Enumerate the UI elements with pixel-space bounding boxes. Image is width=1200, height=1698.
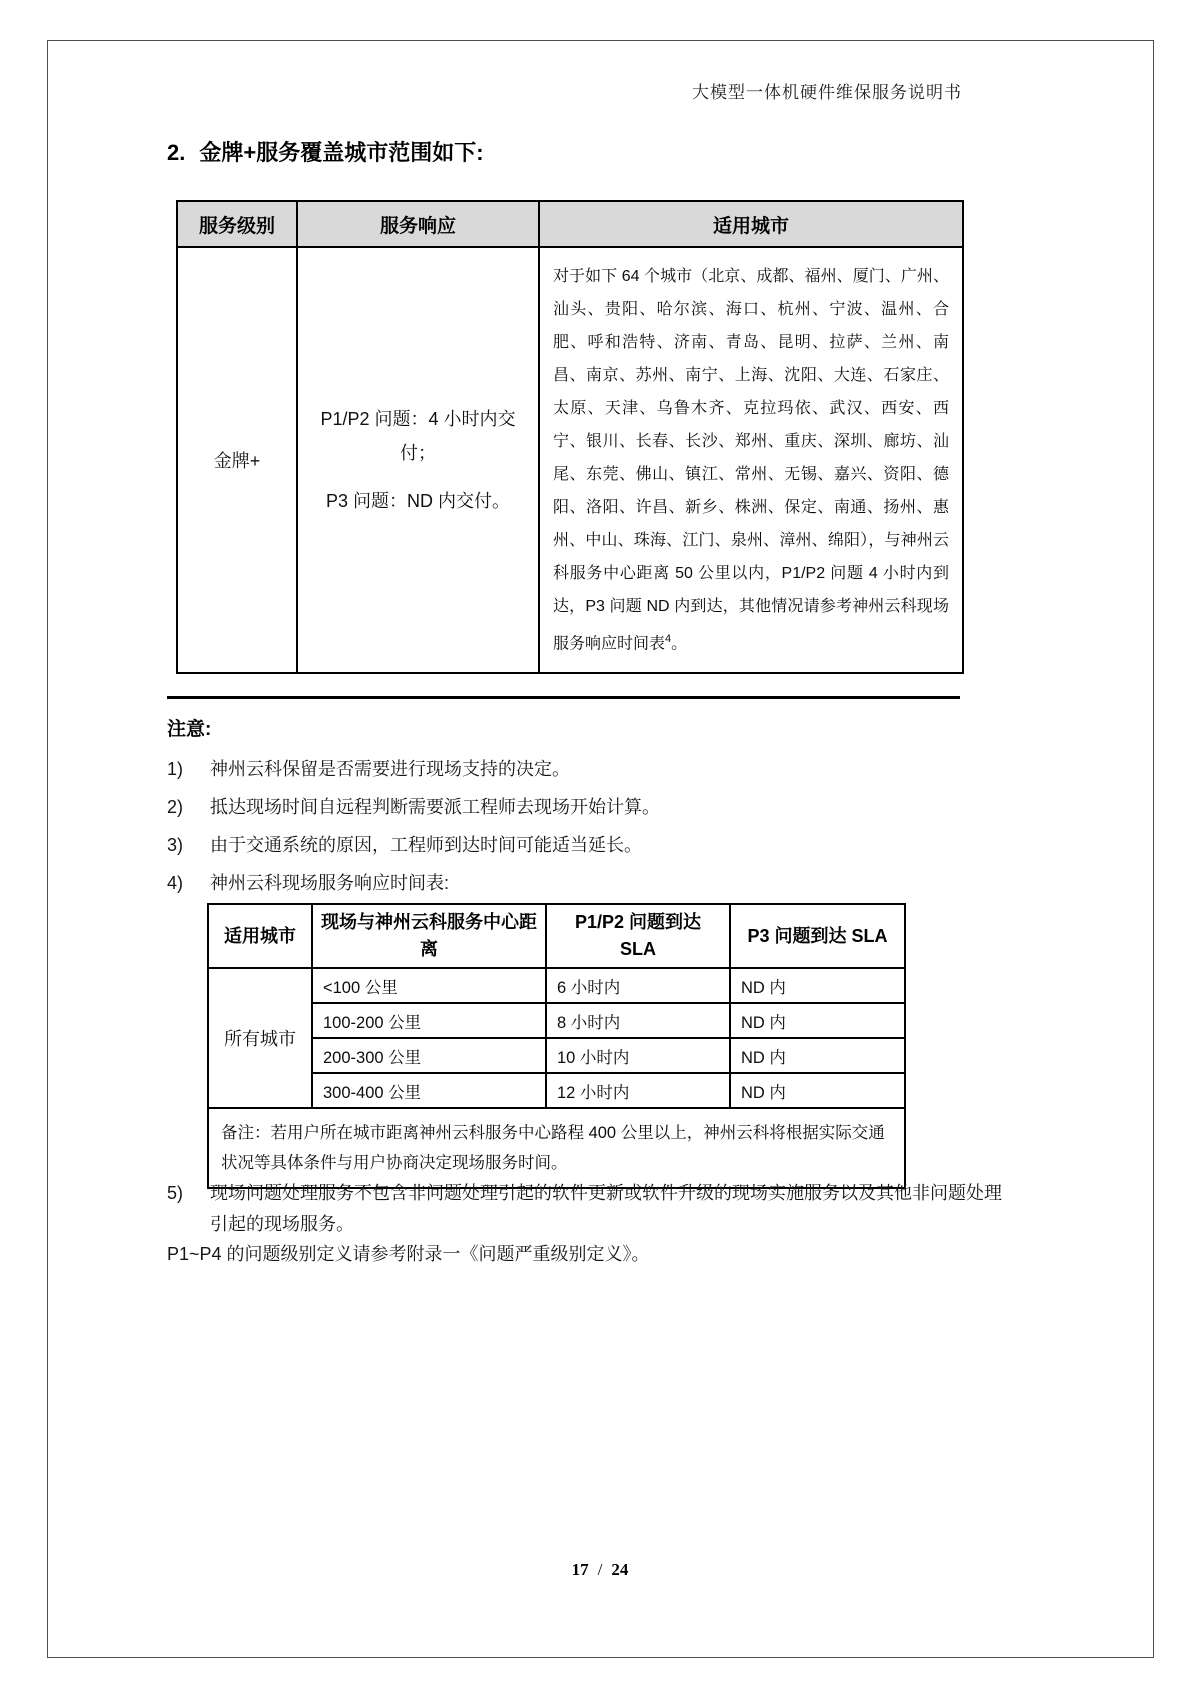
section-number: 2. xyxy=(167,140,186,165)
service-table-header-row xyxy=(177,201,963,247)
section-heading xyxy=(167,136,484,167)
service-coverage-table xyxy=(176,200,964,674)
note-item-2 xyxy=(167,793,660,819)
footer-separator: / xyxy=(597,1560,603,1579)
response-p12-line: P1/P2 问题：4 小时内交付； xyxy=(320,409,516,464)
note-item-3-number: 3) xyxy=(167,835,184,855)
sla-table-row xyxy=(208,968,905,1003)
page-footer xyxy=(0,1560,1200,1580)
service-table-row xyxy=(177,247,963,673)
note-item-1 xyxy=(167,755,570,781)
cities-paragraph: 对于如下 64 个城市（北京、成都、福州、厦门、广州、汕头、贵阳、哈尔滨、海口、杭州、宁波、温州、合肥、呼和浩特、济南、青岛、昆明、拉萨、兰州、南昌、南京、苏州、南宁、上海、沈阳、大连、石家庄、太原、天津、乌鲁木齐、克拉玛依、武汉、西安、西宁、银川、长春、长沙、郑州、重庆、深圳、廊坊、汕尾、东莞、佛山、镇江、常州、无锡、嘉兴、资阳、德阳、洛阳、许昌、新乡、株洲、保定、南通、扬州、惠州、中山、珠海、江门、泉州、漳州、绵阳），与神州云科服务中心距离 50 公里以内，P1/P2 问题 4 小时内到达，P3 问题 ND 内到达，其他情况请参考神州云科现场服务响应时间表 xyxy=(553,268,949,653)
sla-table-row xyxy=(208,1003,905,1038)
footer-current-page: 17 xyxy=(571,1560,589,1579)
note-item-3-text: 由于交通系统的原因，工程师到达时间可能适当延长。 xyxy=(210,835,642,855)
distance-cell: 300-400 公里 xyxy=(312,1073,546,1108)
notes-label: 注意: xyxy=(167,719,212,740)
col-header-distance: 现场与神州云科服务中心距离 xyxy=(312,904,546,968)
note-item-5 xyxy=(167,1178,1047,1240)
p12-sla-cell: 8 小时内 xyxy=(546,1003,730,1038)
note-item-4-number: 4) xyxy=(167,873,184,893)
col-header-service-response: 服务响应 xyxy=(297,201,539,247)
footnote-reference: 4 xyxy=(665,633,672,645)
note-item-1-number: 1) xyxy=(167,759,184,779)
closing-note: P1~P4 的问题级别定义请参考附录一《问题严重级别定义》。 xyxy=(167,1244,650,1264)
cities-paragraph-period: 。 xyxy=(671,635,688,653)
sla-table-row xyxy=(208,1038,905,1073)
response-time-table xyxy=(207,903,906,1189)
distance-cell: <100 公里 xyxy=(312,968,546,1003)
note-item-2-number: 2) xyxy=(167,797,184,817)
sla-table-remark-row xyxy=(208,1108,905,1188)
note-item-1-text: 神州云科保留是否需要进行现场支持的决定。 xyxy=(210,759,570,779)
p12-sla-cell: 10 小时内 xyxy=(546,1038,730,1073)
remark-cell: 备注：若用户所在城市距离神州云科服务中心路程 400 公里以上，神州云科将根据实际交通状况等具体条件与用户协商决定现场服务时间。 xyxy=(208,1108,905,1188)
distance-cell: 200-300 公里 xyxy=(312,1038,546,1073)
sla-table-header-row xyxy=(208,904,905,968)
city-scope-cell: 所有城市 xyxy=(208,968,312,1108)
col-header-applicable-cities: 适用城市 xyxy=(539,201,963,247)
p12-sla-cell: 12 小时内 xyxy=(546,1073,730,1108)
service-level-cell: 金牌+ xyxy=(177,247,297,673)
note-item-5-text: 现场问题处理服务不包含非问题处理引起的软件更新或软件升级的现场实施服务以及其他非问题处理引起的现场服务。 xyxy=(210,1183,1002,1234)
p3-sla-cell: ND 内 xyxy=(730,1038,905,1073)
p3-sla-cell: ND 内 xyxy=(730,968,905,1003)
p12-sla-cell: 6 小时内 xyxy=(546,968,730,1003)
response-p3-line: P3 问题：ND 内交付。 xyxy=(325,491,511,512)
footer-total-pages: 24 xyxy=(611,1560,629,1579)
p3-sla-cell: ND 内 xyxy=(730,1003,905,1038)
document-header-title: 大模型一体机硬件维保服务说明书 xyxy=(692,83,962,102)
note-item-3 xyxy=(167,831,642,857)
note-item-4 xyxy=(167,869,449,895)
note-item-2-text: 抵达现场时间自远程判断需要派工程师去现场开始计算。 xyxy=(210,797,660,817)
section-title: 金牌+服务覆盖城市范围如下: xyxy=(199,140,484,165)
col-header-p3-sla: P3 问题到达 SLA xyxy=(730,904,905,968)
col-header-city-scope: 适用城市 xyxy=(208,904,312,968)
note-item-5-number: 5) xyxy=(167,1183,184,1203)
applicable-cities-cell xyxy=(539,247,963,673)
p3-sla-cell: ND 内 xyxy=(730,1073,905,1108)
section-divider-rule xyxy=(167,696,960,699)
col-header-p12-sla: P1/P2 问题到达 SLA xyxy=(546,904,730,968)
note-item-4-text: 神州云科现场服务响应时间表: xyxy=(210,873,449,893)
col-header-service-level: 服务级别 xyxy=(177,201,297,247)
service-response-cell xyxy=(297,247,539,673)
sla-table-row xyxy=(208,1073,905,1108)
distance-cell: 100-200 公里 xyxy=(312,1003,546,1038)
